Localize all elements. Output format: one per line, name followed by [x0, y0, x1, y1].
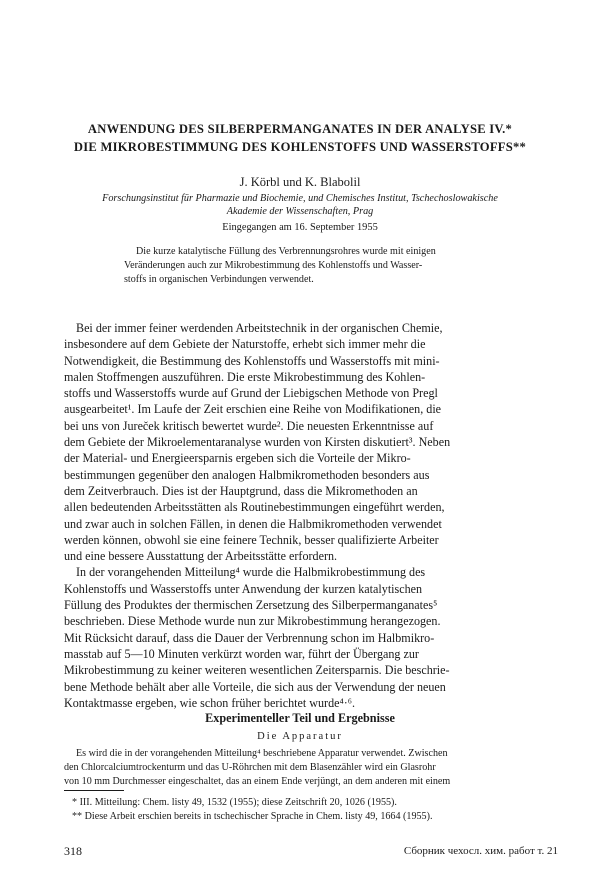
body-line: stoffs und Wasserstoffs wurde auf Grund der Liebigschen Methode von Pregl — [64, 386, 438, 401]
page-number: 318 — [64, 844, 82, 858]
body-line: ausgearbeitet¹. Im Laufe der Zeit erschien eine Reihe von Modifikationen, die — [64, 402, 442, 417]
section-line: von 10 mm Durchmesser eingeschaltet, das an einem Ende verjüngt, an dem anderen mit einem — [64, 775, 451, 787]
running-head: Сборник чехосл. хим. работ т. 21 — [403, 845, 558, 857]
body-line: Füllung des Produktes der thermischen Zersetzung des Silberpermanganates⁵ — [64, 598, 438, 613]
body-line: masstab auf 5—10 Minuten verkürzt worden war, führt der Übergang zur — [64, 646, 419, 661]
title-line: DIE MIKROBESTIMMUNG DES KOHLENSTOFFS UND WASSERSTOFFS** — [73, 140, 527, 154]
body-line: werden können, obwohl sie eine feinere Technik, besser qualifizierte Arbeiter — [64, 532, 439, 547]
abstract-line: stoffs in organischen Verbindungen verwendet. — [124, 273, 314, 285]
body-line: und zwar auch in solchen Fällen, in denen die Halbmikromethoden verwendet — [64, 516, 442, 531]
footnote-divider — [64, 790, 124, 791]
body-line: Notwendigkeit, die Bestimmung des Kohlenstoffs und Wasserstoffs mit mini- — [64, 353, 440, 368]
body-line: bestimmungen gegenüber den analogen Halbmikromethoden besonders aus — [64, 467, 430, 482]
subsection-heading: Die Apparatur — [257, 731, 343, 742]
author-conjunction: und — [279, 175, 305, 189]
body-line: bei uns von Jureček kritisch bewertet wurde². Die neuesten Erkenntnisse auf — [64, 418, 434, 433]
body-line: allen bedeutenden Arbeitsstätten als Routinebestimmungen eingeführt werden, — [64, 500, 445, 515]
body-line: Mit Rücksicht darauf, dass die Dauer der Verbrennung schon im Halbmikro- — [64, 630, 435, 645]
title-line: ANWENDUNG DES SILBERPERMANGANATES IN DER ANALYSE IV.* — [87, 122, 513, 136]
section-line: Es wird die in der vorangehenden Mitteilung⁴ beschriebene Apparatur verwendet. Zwischen — [76, 748, 448, 759]
body-line: beschrieben. Diese Methode wurde nun zur Mikrobestimmung herangezogen. — [64, 614, 441, 629]
abstract-line: Veränderungen auch zur Mikrobestimmung des Kohlenstoffs und Wasser- — [124, 259, 423, 271]
affiliation-line: Forschungsinstitut für Pharmazie und Biochemie, und Chemisches Institut, Tschechoslowakische — [102, 193, 498, 204]
body-line: dem Zeitverbrauch. Dies ist der Hauptgrund, dass die Mikromethoden an — [64, 483, 418, 498]
body-line: und eine bessere Ausstattung der Arbeitsstätte erfordern. — [64, 549, 338, 564]
affiliation — [62, 193, 538, 218]
affiliation-line: Akademie der Wissenschaften, Prag — [226, 205, 374, 217]
article-title — [40, 120, 560, 156]
body-line: bene Methode behält aber alle Vorteile, die sich aus der Verwendung der neuen — [64, 679, 446, 694]
body-line: In der vorangehenden Mitteilung⁴ wurde die Halbmikrobestimmung des — [76, 565, 426, 580]
author-name: J. Körbl — [239, 175, 280, 189]
received-date: Eingegangen am 16. September 1955 — [222, 222, 378, 233]
body-line: dem Gebiete der Mikroelementaranalyse wurden von Kirsten diskutiert³. Neben — [64, 435, 451, 450]
abstract — [124, 245, 476, 286]
body-text — [64, 320, 556, 711]
footnote: ** Diese Arbeit erschien bereits in tschechischer Sprache in Chem. listy 49, 1664 (1955). — [72, 811, 433, 822]
section-line: den Chlorcalciumtrockenturm und das U-Röhrchen mit dem Blasenzähler wird ein Glasrohr — [64, 761, 436, 773]
abstract-line: Die kurze katalytische Füllung des Verbrennungsrohres wurde mit einigen — [136, 246, 436, 257]
author-name: K. Blabolil — [304, 175, 361, 189]
body-line: Kohlenstoffs und Wasserstoffs unter Anwendung der kurzen katalytischen — [64, 581, 423, 596]
footnotes — [72, 796, 556, 824]
section-text — [64, 747, 556, 788]
body-line: der Material- und Energieersparnis ergeben sich die Vorteile der Mikro- — [64, 451, 411, 466]
body-line: Kontaktmasse ergeben, wie schon früher berichtet wurde⁴·⁶. — [64, 695, 355, 710]
author-line — [40, 175, 560, 190]
body-line: malen Stoffmengen auszuführen. Die erste Mikrobestimmung des Kohlen- — [64, 369, 426, 384]
body-line: Bei der immer feiner werdenden Arbeitstechnik in der organischen Chemie, — [76, 321, 443, 335]
footnote: * III. Mitteilung: Chem. listy 49, 1532 (1955); diese Zeitschrift 20, 1026 (1955). — [72, 797, 397, 808]
body-line: insbesondere auf dem Gebiete der Naturstoffe, erhebt sich immer mehr die — [64, 337, 426, 352]
body-line: Mikrobestimmung zu keiner weiteren wesentlichen Zeitersparnis. Die beschrie- — [64, 663, 450, 678]
section-heading: Experimenteller Teil und Ergebnisse — [205, 711, 395, 725]
